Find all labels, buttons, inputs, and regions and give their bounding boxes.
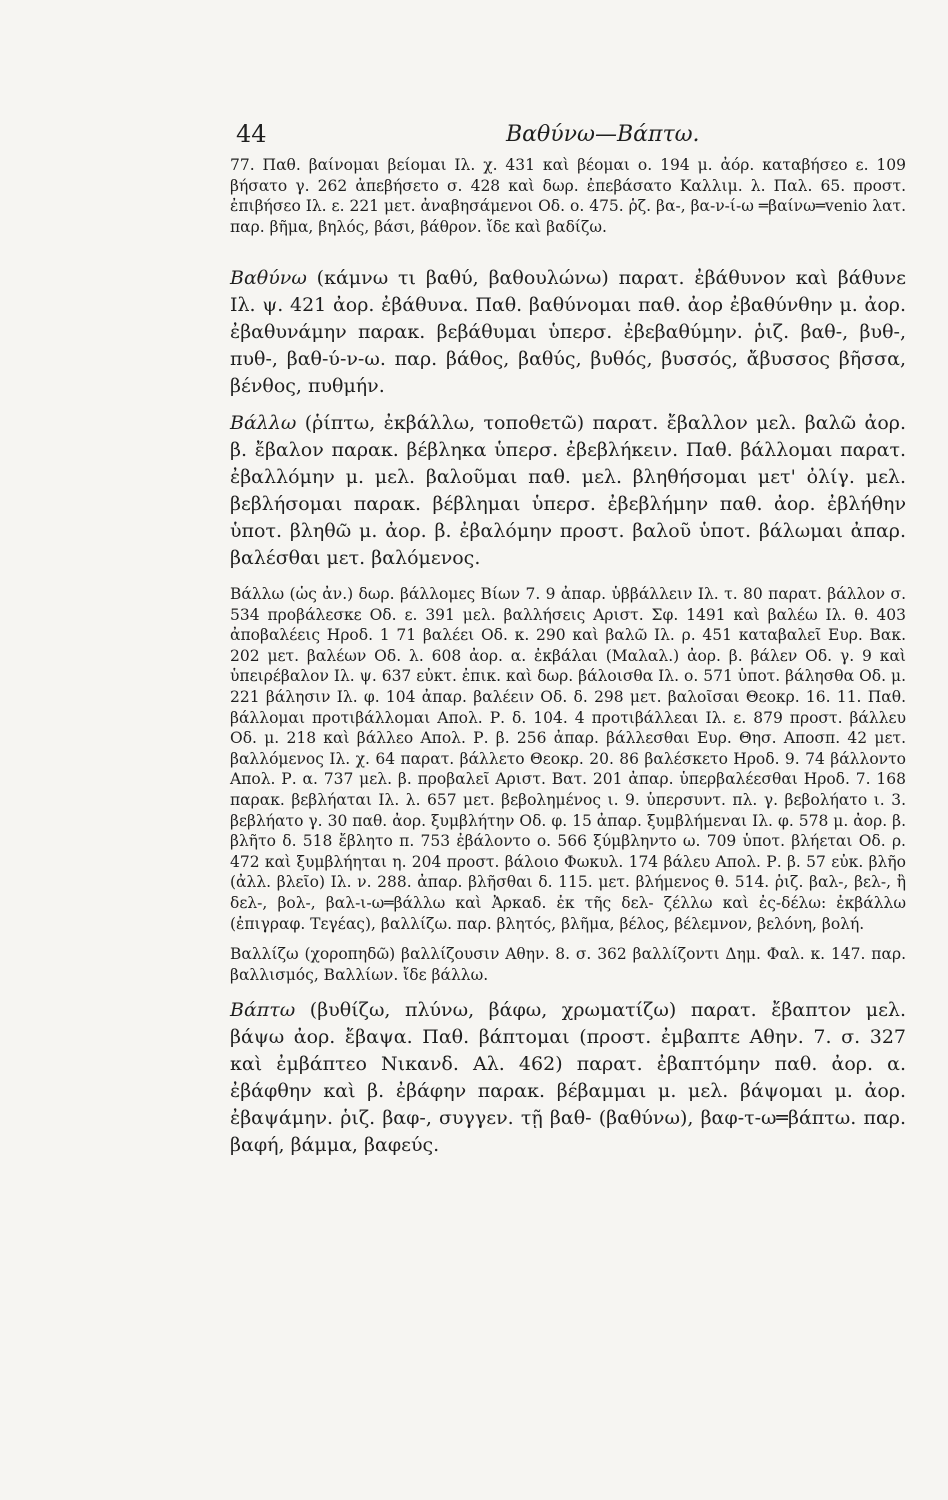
page-header	[236, 120, 796, 154]
headword: Βάπτω	[230, 999, 296, 1022]
page-number: 44	[236, 120, 267, 148]
headword: Βάλλω	[230, 412, 297, 434]
entry-body: (ῥίπτω, ἐκβάλλω, τοποθετῶ) παρατ. ἔβαλλον μελ. βαλῶ ἀορ. β. ἔβαλον παρακ. βέβληκα ὑπερσ. ἐβεβλήκειν. Παθ. βάλλομαι παρατ. ἐβαλλόμην μ. μελ. βαλοῦμαι παθ. μελ. βληθήσομαι μετ' ὀλίγ. μελ. βεβλήσομαι παρακ. βέβλημαι ὑπερσ. ἐβεβλήμην παθ. ἀορ. ἐβλήθην ὑποτ. βληθῶ μ. ἀορ. β. ἐβαλόμην προστ. βαλοῦ ὑποτ. βάλωμαι ἀπαρ. βαλέσθαι μετ. βαλόμενος.	[230, 412, 906, 569]
running-head: Βαθύνω—Βάπτω.	[506, 122, 700, 147]
entry-ballo	[230, 410, 906, 572]
entry-body: (βυθίζω, πλύνω, βάφω, χρωματίζω) παρατ. ἔβαπτον μελ. βάψω ἀορ. ἔβαψα. Παθ. βάπτομαι (προστ. ἐμβαπτε Αθην. 7. σ. 327 καὶ ἐμβάπτεο Νικανδ. Αλ. 462) παρατ. ἐβαπτόμην παθ. ἀορ. α. ἐβάφθην καὶ β. ἐβάφην παρακ. βέβαμμαι μ. μελ. βάψομαι μ. ἀορ. ἐβαψάμην. ῥιζ. βαφ-, συγγεν. τῇ βαθ- (βαθύνω), βαφ-τ-ω═βάπτω. παρ. βαφή, βάμμα, βαφεύς.	[230, 999, 906, 1157]
dictionary-text	[230, 155, 906, 1159]
entry-ballizo: Βαλλίζω (χοροπηδῶ) βαλλίζουσιν Αθην. 8. σ. 362 βαλλίζοντι Δημ. Φαλ. κ. 147. παρ. βαλλισμός, Βαλλίων. ἴδε βάλλω.	[230, 945, 906, 984]
entry-continuation: 77. Παθ. βαίνομαι βείομαι Ιλ. χ. 431 καὶ βέομαι ο. 194 μ. ἀόρ. καταβήσεο ε. 109 βήσατο γ. 262 ἀπεβήσετο σ. 428 καὶ δωρ. ἐπεβάσατο Καλλιμ. λ. Παλ. 65. προστ. ἐπιβήσεο Ιλ. ε. 221 μετ. ἀναβησάμενοι Οδ. ο. 475. ῥζ. βα-, βα-ν-ί-ω ═βαίνω═venio λατ. παρ. βῆμα, βηλός, βάσι, βάθρον. ἴδε καὶ βαδίζω.	[230, 156, 906, 236]
entry-body: (κάμνω τι βαθύ, βαθουλώνω) παρατ. ἐβάθυνον καὶ βάθυνε Ιλ. ψ. 421 ἀορ. ἐβάθυνα. Παθ. βαθύνομαι παθ. ἀορ ἐβαθύνθην μ. ἀορ. ἐβαθυνάμην παρακ. βεβάθυμαι ὑπερσ. ἐβεβαθύμην. ῥιζ. βαθ-, βυθ-, πυθ-, βαθ-ύ-ν-ω. παρ. βάθος, βαθύς, βυθός, βυσσός, ἄβυσσος βῆσσα, βένθος, πυθμήν.	[230, 267, 906, 397]
entry-ballo-dialect: Βάλλω (ὡς ἀν.) δωρ. βάλλομες Βίων 7. 9 ἀπαρ. ὑββάλλειν Ιλ. τ. 80 παρατ. βάλλον σ. 534 προβάλεσκε Οδ. ε. 391 μελ. βαλλήσεις Αριστ. Σφ. 1491 καὶ βαλέω Ιλ. θ. 403 ἀποβαλέεις Ηροδ. 1 71 βαλέει Οδ. κ. 290 καὶ βαλῶ Ιλ. ρ. 451 καταβαλεῖ Ευρ. Βακ. 202 μετ. βαλέων Οδ. λ. 608 ἀορ. α. ἐκβάλαι (Μαλαλ.) ἀορ. β. βάλεν Οδ. γ. 9 καὶ ὑπειρέβαλον Ιλ. ψ. 637 εὐκτ. ἐπικ. καὶ δωρ. βάλοισθα Ιλ. ο. 571 ὑποτ. βάλησθα Οδ. μ. 221 βάλησιν Ιλ. φ. 104 ἀπαρ. βαλέειν Οδ. δ. 298 μετ. βαλοῖσαι Θεοκρ. 16. 11. Παθ. βάλλομαι προτιβάλλομαι Απολ. Ρ. δ. 104. 4 προτιβάλλεαι Ιλ. ε. 879 προστ. βάλλευ Οδ. μ. 218 καὶ βάλλεο Απολ. Ρ. β. 256 ἀπαρ. βάλλεσθαι Ευρ. Θησ. Αποσπ. 42 μετ. βαλλόμενος Ιλ. χ. 64 παρατ. βάλλετο Θεοκρ. 20. 86 βαλέσκετο Ηροδ. 9. 74 βάλλοντο Απολ. Ρ. α. 737 μελ. β. προβαλεῖ Αριστ. Βατ. 201 ἀπαρ. ὑπερβαλέεσθαι Ηροδ. 7. 168 παρακ. βεβλήαται Ιλ. λ. 657 μετ. βεβολημένος ι. 9. ὑπερσυντ. πλ. γ. βεβολήατο ι. 3. βεβλήατο γ. 30 παθ. ἀορ. ξυμβλήτην Οδ. φ. 15 ἀπαρ. ξυμβλήμεναι Ιλ. φ. 578 μ. ἀορ. β. βλῆτο δ. 518 ἔβλητο π. 753 ἐβάλοντο ο. 566 ξύμβληντο ω. 709 ὑποτ. βλήεται Οδ. ρ. 472 καὶ ξυμβλήηται η. 204 προστ. βάλοιο Φωκυλ. 174 βάλευ Απολ. Ρ. β. 57 εὐκ. βλῆο (ἀλλ. βλεῖο) Ιλ. ν. 288. ἀπαρ. βλῆσθαι δ. 115. μετ. βλήμενος θ. 514. ῥιζ. βαλ-, βελ-, ἢ δελ-, βολ-, βαλ-ι-ω═βάλλω καὶ Ἀρκαδ. ἐκ τῆς δελ- ζέλλω καὶ ἐς-δέλω: ἐκβάλλω (ἐπιγραφ. Τεγέας), βαλλίζω. παρ. βλητός, βλῆμα, βέλος, βέλεμνον, βελόνη, βολή.	[230, 585, 906, 933]
entry-bapto	[230, 997, 906, 1159]
headword: Βαθύνω	[230, 267, 307, 289]
entry-bathyno	[230, 265, 906, 400]
